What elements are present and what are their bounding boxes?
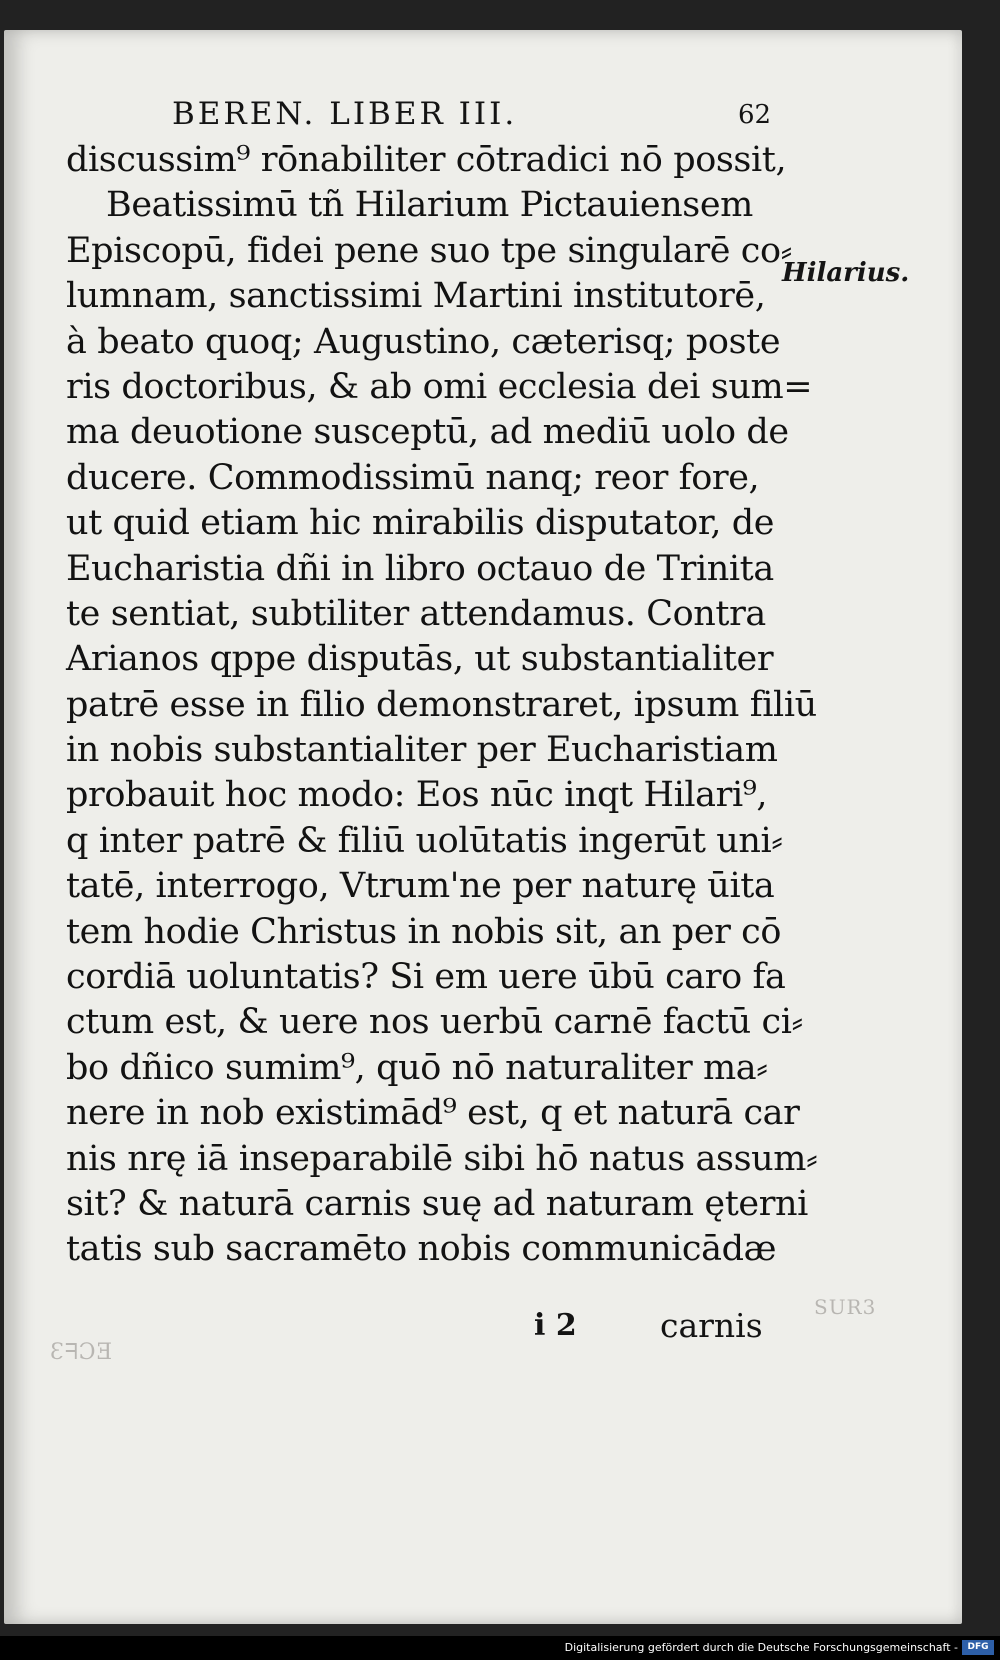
text-line: ducere. Commodissimū nanq; reor fore,: [66, 457, 760, 498]
digitization-footer: [0, 1636, 1000, 1660]
text-line: tatē, interrogo, Vtrum'ne per naturę ūita: [66, 866, 775, 907]
show-through-text-right: SUR3: [814, 1295, 877, 1319]
text-line: nis nrę iā inseparabilē sibi hō natus assum⸗: [66, 1138, 818, 1179]
text-line: nere in nob existimād⁹ est, q et naturā car: [66, 1093, 800, 1134]
text-line: lumnam, sanctissimi Martini institutorē,: [66, 276, 766, 317]
text-line: Eucharistia dñi in libro octauo de Trinita: [66, 548, 774, 589]
text-line: sit? & naturā carnis suę ad naturam ęterni: [66, 1183, 808, 1224]
running-head: BEREN. LIBER III.: [172, 96, 518, 132]
text-line: probauit hoc modo: Eos nūc inqt Hilari⁹,: [66, 775, 768, 816]
text-line: q inter patrē & filiū uolūtatis ingerūt uni⸗: [66, 820, 783, 861]
funding-credit: Digitalisierung gefördert durch die Deutsche Forschungsgemeinschaft -: [564, 1641, 958, 1654]
text-line: ris doctoribus, & ab omi ecclesia dei sum=: [66, 366, 813, 407]
text-line: bo dñico sumim⁹, quō nō naturaliter ma⸗: [66, 1047, 768, 1088]
text-line: Beatissimū tñ Hilarium Pictauiensem: [106, 185, 753, 226]
dfg-logo-icon: DFG: [962, 1640, 994, 1655]
text-line: discussim⁹ rōnabiliter cōtradici nō possit,: [66, 140, 787, 180]
text-line: Arianos qppe disputās, ut substantialiter: [66, 639, 774, 680]
text-line: ctum est, & uere nos uerbū carnē factū ci⸗: [66, 1002, 803, 1043]
text-line: tatis sub sacramēto nobis communicādæ: [66, 1229, 777, 1270]
text-line: à beato quoq; Augustino, cæterisq; poste: [66, 321, 781, 362]
text-line: ut quid etiam hic mirabilis disputator, de: [66, 503, 775, 544]
text-line: te sentiat, subtiliter attendamus. Contra: [66, 593, 766, 634]
body-text: [66, 138, 818, 1273]
text-line: tem hodie Christus in nobis sit, an per cō: [66, 911, 782, 952]
text-line: cordiā uoluntatis? Si em uere ūbū caro fa: [66, 957, 786, 998]
text-line: in nobis substantialiter per Eucharistiam: [66, 730, 778, 771]
show-through-text-left: ƐᖷƆƎ: [50, 1340, 114, 1365]
text-line: patrē esse in filio demonstraret, ipsum filiū: [66, 684, 817, 725]
signature-mark: i 2: [534, 1308, 577, 1343]
folio-number: 62: [738, 100, 772, 130]
text-line: ma deuotione susceptū, ad mediū uolo de: [66, 412, 789, 453]
margin-note: Hilarius.: [782, 258, 910, 288]
text-line: Episcopū, fidei pene suo tpe singularē co⸗: [66, 230, 792, 271]
catchword: carnis: [660, 1306, 763, 1345]
